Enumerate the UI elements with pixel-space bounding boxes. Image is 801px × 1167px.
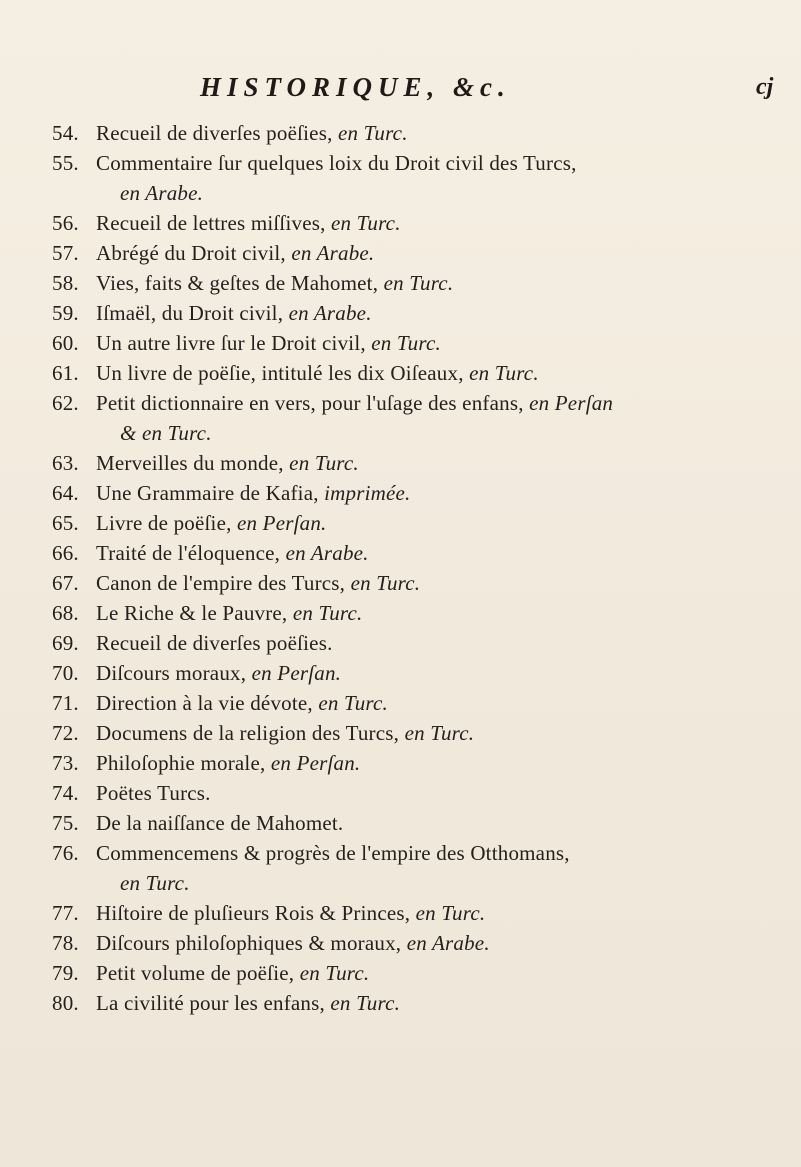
entry-title: De la naiſſance de Mahomet. bbox=[96, 811, 344, 835]
catalogue-list bbox=[0, 118, 801, 1018]
entry-language: en Turc. bbox=[469, 361, 539, 385]
catalogue-entry bbox=[0, 238, 801, 268]
entry-number: 58. bbox=[52, 271, 79, 295]
entry-language: en Turc. bbox=[292, 601, 363, 625]
entry-continuation: en Turc. bbox=[120, 871, 190, 895]
entry-number: 54. bbox=[52, 121, 79, 145]
entry-language: en Turc. bbox=[383, 271, 454, 295]
entry-title: Merveilles du monde, bbox=[96, 451, 284, 475]
entry-number: 56. bbox=[52, 211, 79, 235]
entry-text bbox=[96, 238, 801, 268]
catalogue-entry bbox=[0, 658, 801, 688]
catalogue-entry bbox=[0, 268, 801, 298]
entry-text bbox=[96, 508, 801, 538]
catalogue-entry bbox=[0, 598, 801, 628]
entry-number: 75. bbox=[52, 811, 79, 835]
entry-title: Le Riche & le Pauvre, bbox=[96, 601, 288, 625]
entry-number: 76. bbox=[52, 841, 79, 865]
entry-title: Philoſophie morale, bbox=[96, 751, 266, 775]
catalogue-entry bbox=[0, 718, 801, 748]
entry-text bbox=[96, 268, 801, 298]
entry-language: en Turc. bbox=[415, 901, 486, 925]
entry-title: Livre de poëſie, bbox=[96, 511, 232, 535]
entry-text bbox=[96, 928, 801, 958]
entry-text bbox=[96, 298, 801, 328]
entry-language: en Turc. bbox=[331, 211, 401, 235]
catalogue-entry bbox=[0, 628, 801, 658]
entry-text bbox=[96, 118, 801, 148]
entry-title: Diſcours philoſophiques & moraux, bbox=[96, 931, 402, 955]
catalogue-entry bbox=[0, 778, 801, 808]
entry-text bbox=[96, 838, 801, 868]
catalogue-entry bbox=[0, 538, 801, 568]
entry-title: Recueil de diverſes poëſies, bbox=[96, 121, 333, 145]
catalogue-entry bbox=[0, 118, 801, 148]
entry-text bbox=[96, 748, 801, 778]
entry-number: 79. bbox=[52, 961, 79, 985]
entry-title: Commentaire ſur quelques loix du Droit civil des Turcs, bbox=[96, 151, 577, 175]
entry-text bbox=[96, 328, 801, 358]
catalogue-entry bbox=[0, 208, 801, 238]
catalogue-entry bbox=[0, 298, 801, 328]
entry-title: Canon de l'empire des Turcs, bbox=[96, 571, 346, 595]
entry-number: 63. bbox=[52, 451, 79, 475]
entry-number: 66. bbox=[52, 541, 79, 565]
entry-language: en Arabe. bbox=[285, 541, 369, 565]
entry-number: 68. bbox=[52, 601, 79, 625]
catalogue-entry bbox=[0, 808, 801, 838]
entry-text bbox=[96, 148, 801, 178]
entry-text bbox=[96, 718, 801, 748]
entry-text bbox=[96, 988, 801, 1018]
catalogue-entry bbox=[0, 958, 801, 988]
entry-language: en Turc. bbox=[337, 121, 408, 145]
catalogue-entry bbox=[0, 358, 801, 388]
entry-text bbox=[96, 538, 801, 568]
entry-title: Direction à la vie dévote, bbox=[96, 691, 313, 715]
entry-text bbox=[96, 598, 801, 628]
entry-language: en Turc. bbox=[289, 451, 359, 475]
entry-number: 70. bbox=[52, 661, 79, 685]
entry-number: 67. bbox=[52, 571, 79, 595]
entry-continuation: en Arabe. bbox=[120, 181, 204, 205]
entry-text bbox=[96, 388, 801, 418]
entry-title: Recueil de lettres miſſives, bbox=[96, 211, 326, 235]
entry-title: Iſmaël, du Droit civil, bbox=[96, 301, 284, 325]
entry-title: Vies, faits & geſtes de Mahomet, bbox=[96, 271, 379, 295]
catalogue-entry bbox=[0, 838, 801, 898]
entry-title: Traité de l'éloquence, bbox=[96, 541, 281, 565]
entry-title: Petit volume de poëſie, bbox=[96, 961, 295, 985]
entry-text bbox=[96, 358, 801, 388]
entry-number: 65. bbox=[52, 511, 79, 535]
entry-title: La civilité pour les enfans, bbox=[96, 991, 325, 1015]
entry-title: Documens de la religion des Turcs, bbox=[96, 721, 400, 745]
entry-number: 64. bbox=[52, 481, 79, 505]
entry-number: 77. bbox=[52, 901, 79, 925]
entry-number: 62. bbox=[52, 391, 79, 415]
entry-language: imprimée. bbox=[324, 481, 411, 505]
entry-number: 72. bbox=[52, 721, 79, 745]
catalogue-entry bbox=[0, 148, 801, 208]
entry-number: 59. bbox=[52, 301, 79, 325]
entry-title: Diſcours moraux, bbox=[96, 661, 247, 685]
entry-language: en Arabe. bbox=[291, 241, 375, 265]
entry-text bbox=[96, 628, 801, 658]
entry-text bbox=[96, 478, 801, 508]
catalogue-entry bbox=[0, 988, 801, 1018]
entry-number: 55. bbox=[52, 151, 79, 175]
running-title: HISTORIQUE, &c. bbox=[200, 72, 511, 102]
entry-language: en Perſan. bbox=[237, 511, 327, 535]
entry-title: Abrégé du Droit civil, bbox=[96, 241, 286, 265]
entry-title: Commencemens & progrès de l'empire des Otthomans, bbox=[96, 841, 570, 865]
entry-text bbox=[96, 898, 801, 928]
entry-text bbox=[96, 808, 801, 838]
folio: cj bbox=[756, 74, 774, 100]
entry-language: en Turc. bbox=[350, 571, 421, 595]
entry-language: en Arabe. bbox=[406, 931, 490, 955]
entry-number: 73. bbox=[52, 751, 79, 775]
entry-number: 57. bbox=[52, 241, 79, 265]
entry-number: 80. bbox=[52, 991, 79, 1015]
catalogue-entry bbox=[0, 388, 801, 448]
entry-text bbox=[96, 208, 801, 238]
entry-text bbox=[96, 658, 801, 688]
entry-language: en Perſan. bbox=[270, 751, 361, 775]
catalogue-entry bbox=[0, 478, 801, 508]
catalogue-entry bbox=[0, 688, 801, 718]
entry-title: Hiſtoire de pluſieurs Rois & Princes, bbox=[96, 901, 411, 925]
entry-number: 74. bbox=[52, 781, 79, 805]
entry-number: 69. bbox=[52, 631, 79, 655]
entry-number: 61. bbox=[52, 361, 79, 385]
catalogue-entry bbox=[0, 328, 801, 358]
running-head bbox=[0, 72, 801, 112]
entry-language: en Arabe. bbox=[288, 301, 372, 325]
catalogue-entry bbox=[0, 928, 801, 958]
entry-text bbox=[96, 448, 801, 478]
entry-number: 60. bbox=[52, 331, 79, 355]
entry-continuation: & en Turc. bbox=[120, 421, 212, 445]
entry-language: en Perſan. bbox=[251, 661, 342, 685]
entry-language: en Turc. bbox=[318, 691, 388, 715]
entry-language: en Turc. bbox=[330, 991, 401, 1015]
entry-title: Poëtes Turcs. bbox=[96, 781, 211, 805]
entry-language: en Turc. bbox=[404, 721, 475, 745]
entry-language: en Turc. bbox=[299, 961, 370, 985]
entry-text bbox=[96, 568, 801, 598]
entry-title: Une Grammaire de Kafia, bbox=[96, 481, 319, 505]
entry-number: 78. bbox=[52, 931, 79, 955]
entry-language: en Turc. bbox=[371, 331, 441, 355]
entry-text bbox=[96, 778, 801, 808]
entry-title: Petit dictionnaire en vers, pour l'uſage des enfans, bbox=[96, 391, 524, 415]
catalogue-entry bbox=[0, 508, 801, 538]
entry-number: 71. bbox=[52, 691, 79, 715]
catalogue-entry bbox=[0, 898, 801, 928]
entry-language: en Perſan bbox=[529, 391, 614, 415]
entry-text bbox=[96, 688, 801, 718]
entry-title: Un livre de poëſie, intitulé les dix Oiſeaux, bbox=[96, 361, 464, 385]
catalogue-entry bbox=[0, 568, 801, 598]
entry-text bbox=[96, 958, 801, 988]
entry-title: Un autre livre ſur le Droit civil, bbox=[96, 331, 366, 355]
catalogue-entry bbox=[0, 748, 801, 778]
entry-title: Recueil de diverſes poëſies. bbox=[96, 631, 333, 655]
catalogue-entry bbox=[0, 448, 801, 478]
